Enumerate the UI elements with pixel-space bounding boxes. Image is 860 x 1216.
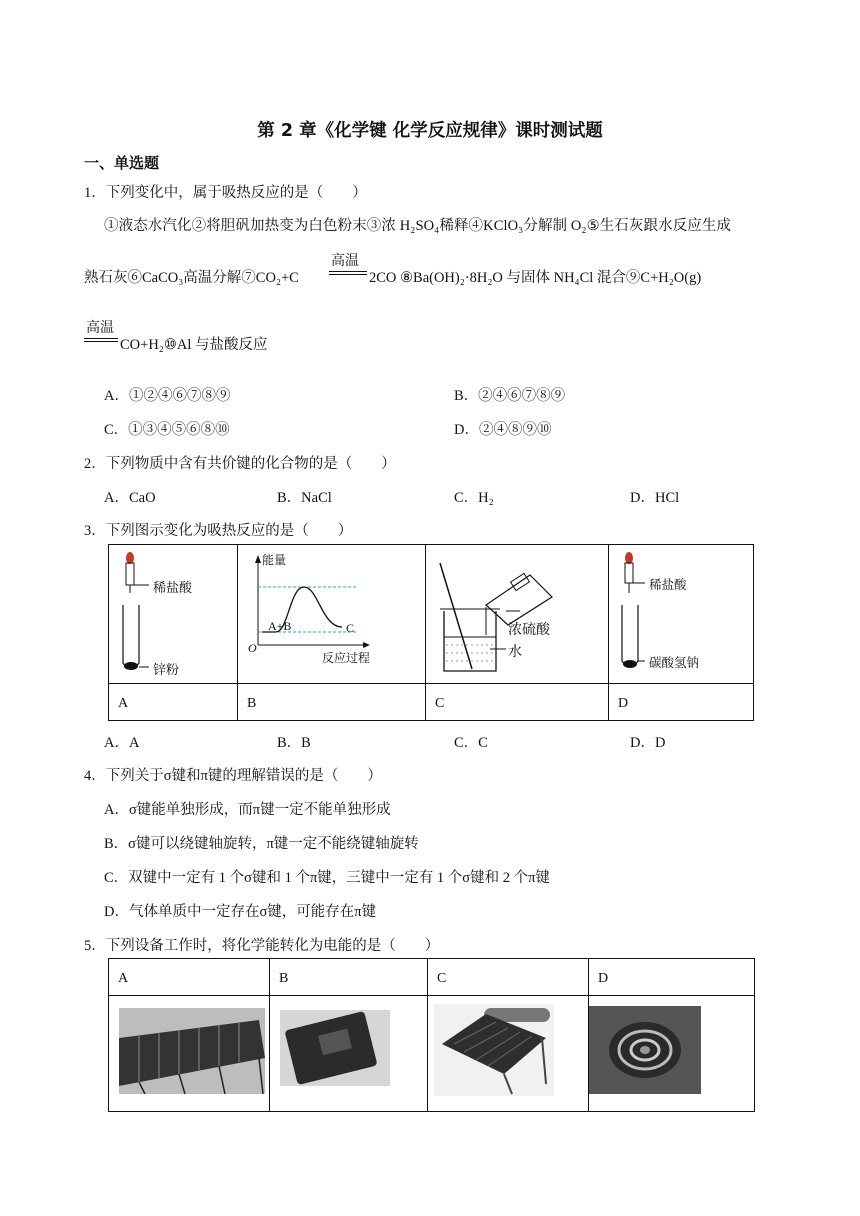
q2-option-a[interactable]: A．CaO <box>104 490 156 506</box>
q4-option-c[interactable]: C．双键中一定有 1 个σ键和 1 个π键，三键中一定有 1 个σ键和 2 个π键 <box>104 870 550 886</box>
q5-label-a: A <box>109 959 270 996</box>
question-1-line-3: CO+H₂⑩Al 与盐酸反应 <box>120 337 268 353</box>
q5-photo-c <box>428 996 589 1112</box>
question-1-line-2b: 2CO ⑧Ba(OH)₂·8H₂O 与固体 NH₄Cl 混合⑨C+H₂O(g) <box>369 270 702 286</box>
q5-photo-a <box>109 996 270 1112</box>
q4-option-b[interactable]: B．σ键可以绕键轴旋转，π键一定不能绕键轴旋转 <box>104 836 419 852</box>
q4-option-a[interactable]: A．σ键能单独形成，而π键一定不能单独形成 <box>104 802 391 818</box>
q1-option-d[interactable]: D．②④⑧⑨⑩ <box>454 422 552 438</box>
origin-label: O <box>248 641 257 655</box>
equals-sign-2 <box>84 338 118 342</box>
section-heading: 一、单选题 <box>84 154 160 172</box>
q5-photo-d <box>589 996 755 1112</box>
q3-option-a[interactable]: A．A <box>104 735 140 751</box>
question-2-stem: 2．下列物质中含有共价键的化合物的是（ ） <box>84 456 396 472</box>
question-1-line-1: ①液态水汽化②将胆矾加热变为白色粉末③浓 H₂SO₄稀释④KClO₃分解制 O₂⑤生石灰跟水反应生成 <box>104 218 732 234</box>
q3-label-b: B <box>238 684 426 721</box>
q5-label-b: B <box>270 959 428 996</box>
q2-option-d[interactable]: D．HCl <box>630 490 680 506</box>
page-title: 第 2 章《化学键 化学反应规律》课时测试题 <box>257 121 603 141</box>
question-1-stem: 1．下列变化中，属于吸热反应的是（ ） <box>84 185 367 201</box>
reactant-label: A+B <box>268 619 292 633</box>
q1-option-c[interactable]: C．①③④⑤⑥⑧⑩ <box>104 422 230 438</box>
question-5-stem: 5．下列设备工作时，将化学能转化为电能的是（ ） <box>84 938 440 954</box>
label-zinc-powder: 锌粉 <box>153 663 180 678</box>
q3-figure-c <box>426 545 609 684</box>
condition-high-temp-2: 高温 <box>86 321 114 336</box>
q1-option-a[interactable]: A．①②④⑥⑦⑧⑨ <box>104 388 231 404</box>
battery-image <box>280 1010 390 1086</box>
q3-option-c[interactable]: C．C <box>454 735 488 751</box>
label-conc-h2so4: 浓硫酸 <box>508 622 550 638</box>
label-dilute-hcl: 稀盐酸 <box>153 581 193 596</box>
q5-photo-b <box>270 996 428 1112</box>
q2-option-b[interactable]: B．NaCl <box>277 490 332 506</box>
q3-option-b[interactable]: B．B <box>277 735 311 751</box>
q3-figure-b <box>238 545 426 684</box>
axis-reaction-label: 反应过程 <box>322 651 371 665</box>
q2-option-c[interactable]: C．H₂ <box>454 490 494 506</box>
equals-sign <box>329 271 367 275</box>
axis-energy-label: 能量 <box>262 553 287 567</box>
q5-label-c: C <box>428 959 589 996</box>
label-sodium-bicarbonate: 碳酸氢钠 <box>649 655 700 670</box>
gas-stove-image <box>589 1006 701 1094</box>
q4-option-d[interactable]: D．气体单质中一定存在σ键，可能存在π键 <box>104 904 377 920</box>
question-4-stem: 4．下列关于σ键和π键的理解错误的是（ ） <box>84 768 382 784</box>
q5-figure-table <box>108 958 755 1112</box>
beaker-diagram <box>426 545 608 684</box>
q3-figure-table <box>108 544 754 721</box>
question-3-stem: 3．下列图示变化为吸热反应的是（ ） <box>84 523 353 539</box>
q3-label-d: D <box>609 684 754 721</box>
q3-figure-d <box>609 545 754 684</box>
label-water: 水 <box>508 644 522 660</box>
q5-label-d: D <box>589 959 755 996</box>
question-1-line-2a: 熟石灰⑥CaCO₃高温分解⑦CO₂+C <box>84 270 299 286</box>
solar-water-heater-image <box>434 1004 554 1096</box>
q3-option-d[interactable]: D．D <box>630 735 666 751</box>
condition-high-temp: 高温 <box>331 254 359 269</box>
q1-option-b[interactable]: B．②④⑥⑦⑧⑨ <box>454 388 566 404</box>
solar-panel-array-image <box>119 1008 265 1094</box>
product-label: C <box>346 621 355 635</box>
q3-figure-a <box>109 545 238 684</box>
q3-label-c: C <box>426 684 609 721</box>
label-dilute-hcl-2: 稀盐酸 <box>649 577 687 592</box>
q3-label-a: A <box>109 684 238 721</box>
